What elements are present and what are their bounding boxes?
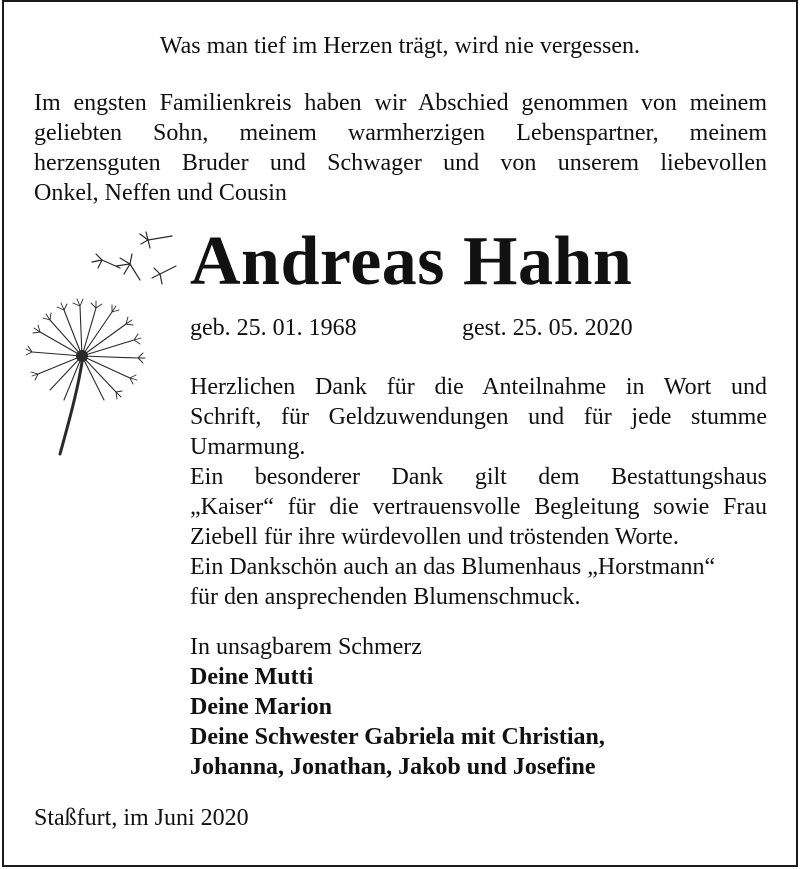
intro-line: geliebten Sohn, meinem warmherzigen Lebenspartner, meinem <box>34 120 767 146</box>
intro-line: Im engsten Familienkreis haben wir Abschied genommen von meinem <box>34 90 767 116</box>
dandelion-icon <box>20 228 190 463</box>
thanks-line: Schrift, für Geldzuwendungen und für jede stumme <box>190 404 767 430</box>
mourner-line: Johanna, Jonathan, Jakob und Josefine <box>190 754 596 780</box>
mourner-line: Deine Marion <box>190 694 332 720</box>
thanks-line: Herzlichen Dank für die Anteilnahme in Wort und <box>190 374 767 400</box>
birth-date: geb. 25. 01. 1968 <box>190 315 357 341</box>
intro-paragraph <box>34 88 767 208</box>
deceased-name: Andreas Hahn <box>190 223 633 300</box>
intro-line: herzensguten Bruder und Schwager und von unserem liebevollen <box>34 150 767 176</box>
thanks-paragraph <box>190 372 767 612</box>
thanks-line: Ziebell für ihre würdevollen und tröstenden Worte. <box>190 524 679 550</box>
thanks-line: Ein besonderer Dank gilt dem Bestattungshaus <box>190 464 767 490</box>
death-date: gest. 25. 05. 2020 <box>462 315 633 341</box>
mourner-line: Deine Mutti <box>190 664 314 690</box>
place-date: Staßfurt, im Juni 2020 <box>34 805 249 831</box>
signature-block <box>190 632 767 782</box>
intro-line: Onkel, Neffen und Cousin <box>34 180 287 206</box>
thanks-line: Umarmung. <box>190 434 306 460</box>
thanks-line: für den ansprechenden Blumenschmuck. <box>190 584 581 610</box>
motto-line: Was man tief im Herzen trägt, wird nie vergessen. <box>159 33 641 59</box>
mourner-line: Deine Schwester Gabriela mit Christian, <box>190 724 605 750</box>
thanks-line: „Kaiser“ für die vertrauensvolle Begleitung sowie Frau <box>190 494 767 520</box>
thanks-line: Ein Dankschön auch an das Blumenhaus „Horstmann“ <box>190 554 716 580</box>
signoff-line: In unsagbarem Schmerz <box>190 634 422 660</box>
